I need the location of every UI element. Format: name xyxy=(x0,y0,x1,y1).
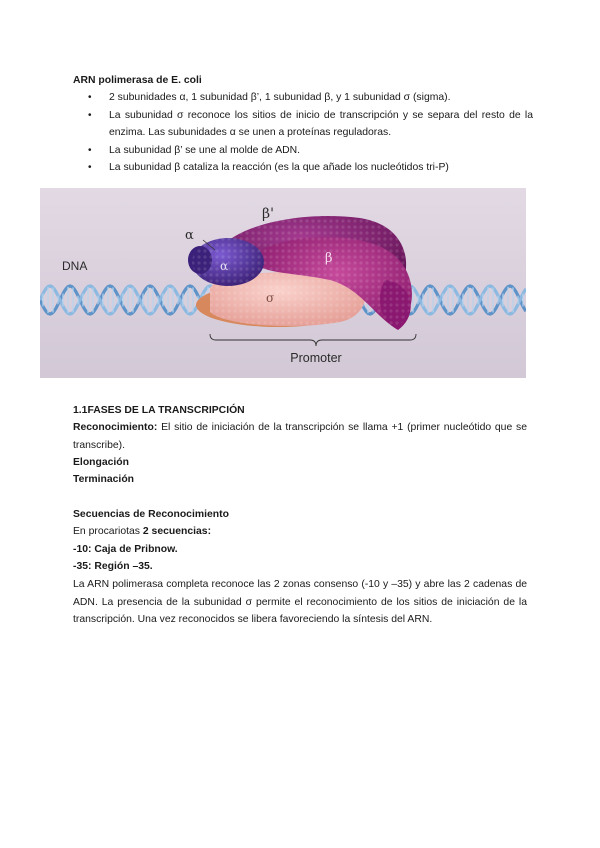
recognition-paragraph xyxy=(73,419,527,454)
section-title: 1.1FASES DE LA TRANSCRIPCIÓN xyxy=(73,405,245,416)
sequences-intro xyxy=(73,523,527,541)
sequences-paragraph: La ARN polimerasa completa reconoce las 2 zonas consenso (-10 y –35) y abre las 2 cadenas de ADN. La presencia de la subunidad σ permite el reconocimiento de los sitios de iniciación de la transcripción. Una vez reconocidos se libera favoreciendo la síntesis del ARN. xyxy=(73,579,527,625)
subunit-list xyxy=(73,89,533,177)
list-item: • 2 subunidades α, 1 subunidad β’, 1 subunidad β, y 1 subunidad σ (sigma). xyxy=(73,89,533,107)
alpha-outer-label: α xyxy=(185,228,194,243)
sequence-item-10: -10: Caja de Pribnow. xyxy=(73,544,178,555)
beta-label: β xyxy=(325,251,333,266)
rna-polymerase-figure xyxy=(40,188,526,378)
alpha-inner-label: α xyxy=(220,259,229,273)
sequence-item-35: -35: Región –35. xyxy=(73,561,153,572)
heading-rna-polymerase: ARN polimerasa de E. coli xyxy=(73,75,202,86)
termination-heading: Terminación xyxy=(73,474,135,485)
list-item: • La subunidad σ reconoce los sitios de inicio de transcripción y se separa del resto de la enzima. Las subunidades α se unen a proteínas reguladoras. xyxy=(73,107,533,142)
sequences-intro-prefix: En procariotas xyxy=(73,526,143,537)
elongation-heading: Elongación xyxy=(73,457,129,468)
dna-label: DNA xyxy=(62,259,88,273)
promoter-label: Promoter xyxy=(290,351,342,365)
beta-prime-label: β' xyxy=(262,206,274,222)
list-item: • La subunidad β cataliza la reacción (es la que añade los nucleótidos tri-P) xyxy=(73,159,533,177)
recognition-text: El sitio de iniciación de la transcripción se llama +1 (primer nucleótido que se transcribe). xyxy=(73,422,527,451)
sigma-label: σ xyxy=(266,291,275,305)
sequences-title: Secuencias de Reconocimiento xyxy=(73,509,229,520)
list-item: • La subunidad β’ se une al molde de ADN. xyxy=(73,142,533,160)
sequences-intro-bold: 2 secuencias: xyxy=(142,526,212,537)
recognition-label: Reconocimiento: xyxy=(73,422,158,433)
